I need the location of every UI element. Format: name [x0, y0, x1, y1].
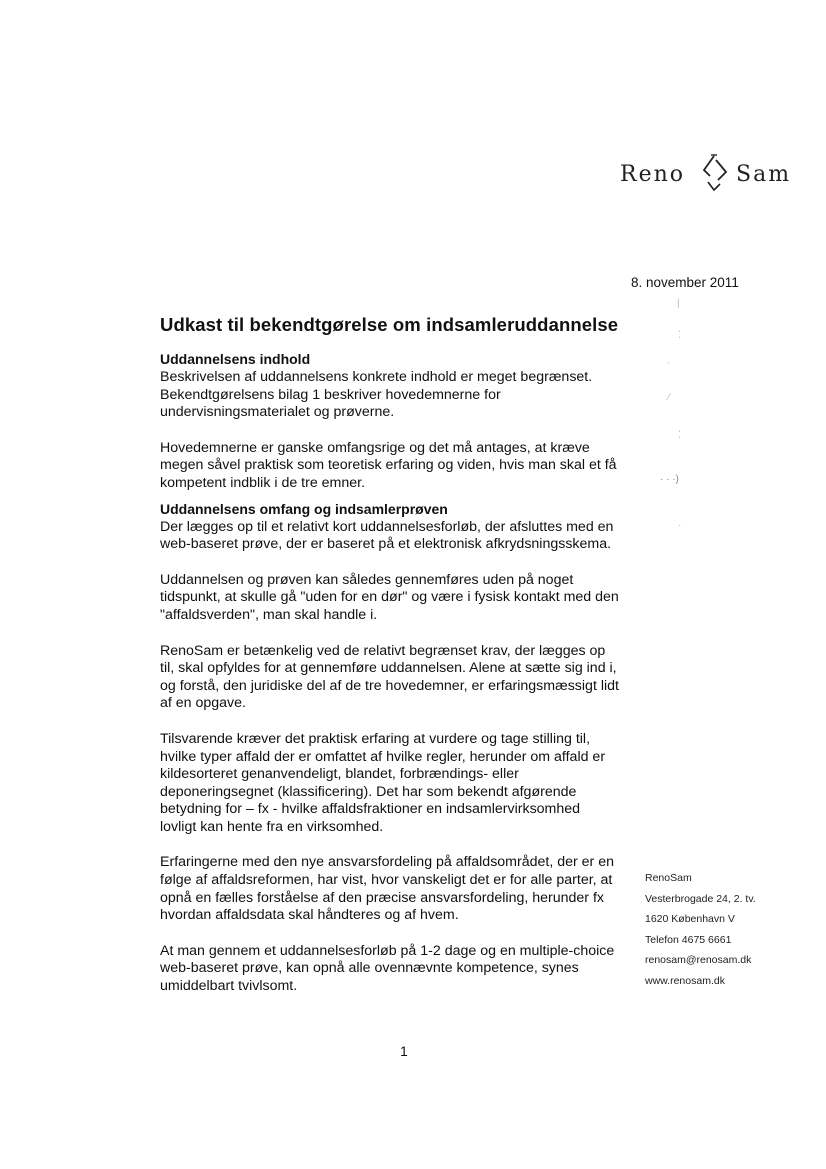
document-body	[160, 314, 620, 1014]
scan-mark: |	[677, 298, 680, 309]
paragraph: Tilsvarende kræver det praktisk erfaring at vurdere og tage stilling til, hvilke typer affald der er omfattet af hvilke regler, herunder om affald er kildesorteret genanvendeligt, blandet, forbrændings- eller deponeringsegnet (klassificering). Det har som bekendt afgørende betydning for – fx - hvilke affaldsfraktioner en indsamlervirksomhed lovligt kan hente fra en virksomhed.	[160, 730, 606, 835]
logo-diamond-icon	[696, 152, 732, 196]
scan-mark: ·	[678, 520, 682, 531]
section-heading-scope: Uddannelsens omfang og indsamlerprøven	[160, 500, 448, 517]
paragraph: Uddannelsen og prøven kan således gennemføres uden på noget tidspunkt, at skulle gå "uden for en dør" og være i fysisk kontakt med den "affaldsverden", man skal handle i.	[160, 571, 619, 623]
logo-text-left: Reno	[620, 162, 685, 187]
paragraph: At man gennem et uddannelsesforløb på 1-2 dage og en multiple-choice web-baseret prøve, kan opnå alle ovennævnte kompetence, synes umiddelbart tvivlsomt.	[160, 942, 615, 995]
scan-mark: · · ·)	[660, 474, 679, 485]
paragraph: Beskrivelsen af uddannelsens konkrete indhold er meget begrænset. Bekendtgørelsens bilag 1 beskriver hovedemnerne for undervisningsmaterialet og prøverne.	[160, 369, 593, 421]
scan-mark: ⁄	[668, 392, 670, 403]
section-heading-contents: Uddannelsens indhold	[160, 351, 311, 367]
paragraph: Erfaringerne med den nye ansvarsfordeling på affaldsområdet, der er en følge af affaldsreformen, har vist, hvor vanskeligt det er for alle parter, at opnå en fælles forståelse af den præcise ansvarsfordeling, herunder fx hvordan affaldsdata skal håndteres og af hvem.	[160, 854, 615, 924]
logo-text-right: Sam	[736, 162, 792, 187]
contact-email: renosam@renosam.dk	[645, 954, 752, 967]
page-number: 1	[400, 1043, 408, 1059]
document-date: 8. november 2011	[631, 275, 739, 290]
contact-street: Vesterbrogade 24, 2. tv.	[645, 892, 756, 905]
scan-mark: ˋ	[667, 362, 671, 373]
paragraph: RenoSam er betænkelig ved de relativt begrænset krav, der lægges op til, skal opfyldes for at gennemføre uddannelsen. Alene at sætte sig ind i, og forstå, den juridiske del af de tre hovedemner, er erfaringsmæssigt lidt af en opgave.	[160, 642, 619, 712]
renosam-logo	[618, 150, 793, 200]
scan-mark: ⁚	[678, 330, 682, 341]
contact-name: RenoSam	[645, 872, 692, 884]
paragraph: Der lægges op til et relativt kort uddannelsesforløb, der afsluttes med en web-baseret prøve, der er baseret på et elektronisk afkrydsningsskema.	[160, 518, 614, 553]
document-title: Udkast til bekendtgørelse om indsamleruddannelse	[160, 314, 619, 335]
contact-phone: Telefon 4675 6661	[645, 933, 732, 946]
contact-city: 1620 København V	[645, 913, 735, 926]
scan-mark: ⁚	[678, 430, 682, 441]
contact-block	[645, 868, 815, 992]
contact-web: www.renosam.dk	[645, 974, 725, 987]
paragraph: Hovedemnerne er ganske omfangsrige og det må antages, at kræve megen såvel praktisk som teoretisk erfaring og viden, hvis man skal et få kompetent indblik i de tre emner.	[160, 439, 617, 491]
